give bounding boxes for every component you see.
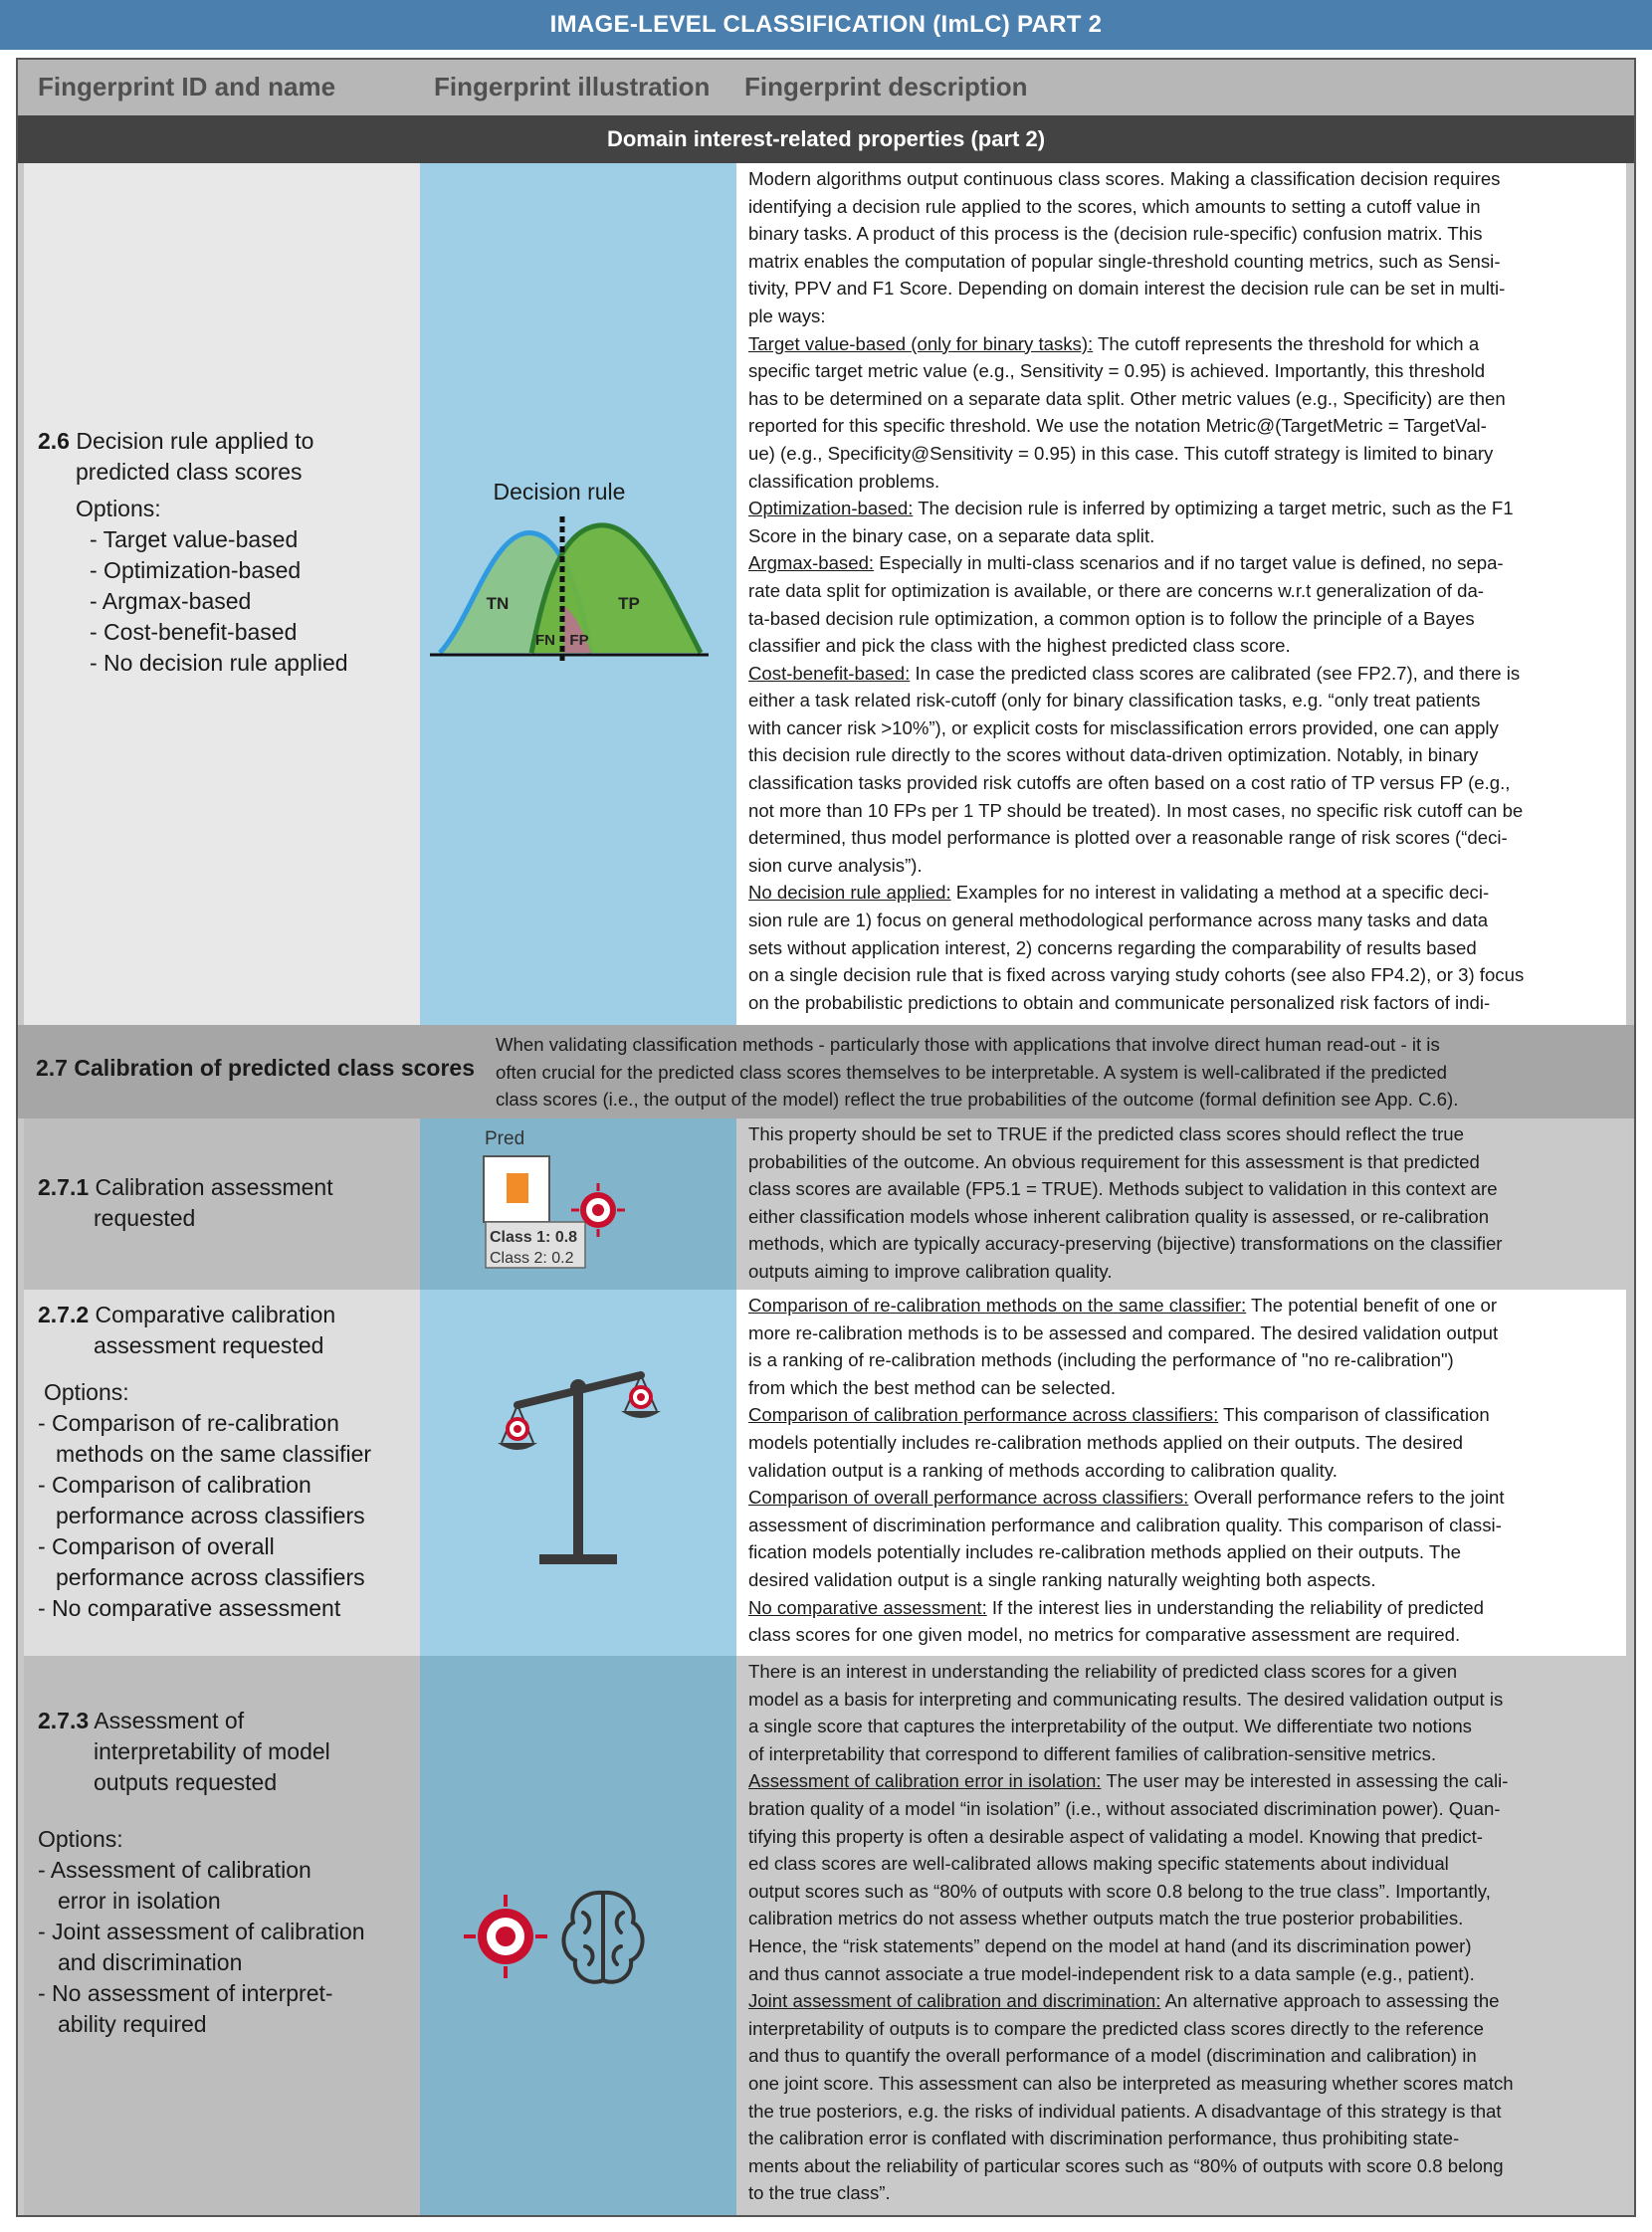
fp-2-7-2-option: - Comparison of calibration — [38, 1472, 311, 1498]
desc-line: a single score that captures the interpretability of the output. We differentiate two notions — [748, 1716, 1472, 1737]
desc-line: sion curve analysis”). — [748, 854, 923, 876]
subheading: No decision rule applied: — [748, 882, 951, 904]
desc-line: methods, which are typically accuracy-preserving (bijective) transformations on the classifier — [748, 1233, 1503, 1255]
target-icon — [464, 1895, 547, 1978]
desc-line: to the true class”. — [748, 2182, 891, 2204]
desc-line: calibration metrics do not assess whether outputs match the true posterior probabilities. — [748, 1908, 1464, 1929]
decision-rule-title: Decision rule — [493, 479, 626, 505]
desc-line: models potentially includes re-calibration methods applied on their outputs. The desired — [748, 1431, 1464, 1453]
pred-label: Pred — [485, 1128, 525, 1149]
fp-2-7-2-options-label: Options: — [44, 1379, 129, 1405]
fp-2-7-1-name-line2: requested — [94, 1205, 196, 1231]
fp-2-6-options-label: Options: — [76, 496, 161, 521]
fp-2-7-2-name-line2: assessment requested — [94, 1332, 324, 1358]
desc-line: reported for this specific threshold. We use the notation Metric@(TargetMetric = TargetVal- — [748, 415, 1487, 437]
desc-line: In case the predicted class scores are calibrated (see FP2.7), and there is — [910, 662, 1521, 684]
fp-2-6-option: - No decision rule applied — [90, 650, 348, 676]
desc-line: Especially in multi-class scenarios and if no target value is defined, no sepa- — [874, 552, 1504, 574]
desc-line: on the probabilistic predictions to obtain and communicate personalized risk factors of indi- — [748, 991, 1491, 1013]
subheading: Assessment of calibration error in isolation: — [748, 1770, 1102, 1792]
tp-label: TP — [618, 594, 640, 613]
fp-2-6-name-line2: predicted class scores — [76, 459, 303, 485]
fp-2-7-2-option-cont: performance across classifiers — [56, 1503, 365, 1528]
desc-line: There is an interest in understanding the reliability of predicted class scores for a given — [748, 1661, 1458, 1682]
subheading: Joint assessment of calibration and discrimination: — [748, 1990, 1161, 2012]
desc-line: output scores such as “80% of outputs with score 0.8 belong to the true class”. Importantly, — [748, 1880, 1491, 1902]
desc-line: ue) (e.g., Specificity@Sensitivity = 0.95) in this case. This cutoff strategy is limited to binary — [748, 442, 1494, 464]
column-header-row — [18, 60, 1634, 115]
desc-line: class scores are available (FP5.1 = TRUE). Methods subject to validation in this context are — [748, 1178, 1498, 1200]
fp-2-6-name-cell — [24, 163, 420, 1025]
desc-line: tifying this property is often a desirable aspect of validating a model. Knowing that predict- — [748, 1825, 1483, 1847]
fp-2-7-2-option-cont: performance across classifiers — [56, 1564, 365, 1590]
fp-2-7-description — [496, 1031, 1458, 1114]
desc-line: class scores (i.e., the output of the model) reflect the true probabilities of the outcome (formal definition see App. C.6). — [496, 1089, 1459, 1111]
column-header-illustration: Fingerprint illustration — [434, 72, 711, 101]
fp-2-7-2-id: 2.7.2 — [38, 1302, 90, 1327]
column-header-description: Fingerprint description — [744, 72, 1028, 101]
fp-2-7-2-option: - Comparison of overall — [38, 1533, 275, 1559]
desc-line: is a ranking of re-calibration methods (including the performance of "no re-calibration") — [748, 1349, 1454, 1371]
fp-2-7-2-description — [736, 1290, 1626, 1649]
fingerprint-table — [16, 58, 1636, 2217]
fp-2-6-description-cell — [736, 163, 1626, 1025]
pred-sample-mark — [507, 1173, 528, 1203]
desc-line: Modern algorithms output continuous class scores. Making a classification decision requires — [748, 168, 1501, 189]
brain-icon — [563, 1893, 642, 1982]
desc-line: Score in the binary case, on a separate data split. — [748, 524, 1155, 546]
fp-2-7-3-option: - No assessment of interpret- — [38, 1980, 333, 2006]
balance-scale-icon — [420, 1290, 736, 1656]
fp-row-2-6 — [18, 163, 1634, 1025]
fp-2-6-option: - Optimization-based — [90, 557, 302, 583]
desc-line: sets without application interest, 2) concerns regarding the comparability of results based — [748, 936, 1477, 958]
fp-2-7-3-illustration-cell — [420, 1656, 736, 2215]
fp-2-6-option: - Argmax-based — [90, 588, 252, 614]
desc-line: more re-calibration methods is to be assessed and compared. The desired validation output — [748, 1321, 1499, 1343]
desc-line: assessment of discrimination performance and calibration quality. This comparison of classi- — [748, 1514, 1502, 1535]
tp-curve-fill — [531, 525, 701, 653]
page-title: IMAGE-LEVEL CLASSIFICATION (ImLC) PART 2 — [0, 0, 1652, 50]
desc-line: matrix enables the computation of popular single-threshold counting metrics, such as Sensi- — [748, 250, 1501, 272]
fp-2-7-2-option: - Comparison of re-calibration — [38, 1410, 339, 1436]
desc-line: When validating classification methods - particularly those with applications that involve direct human read-out - it is — [496, 1034, 1440, 1055]
desc-line: tivity, PPV and F1 Score. Depending on domain interest the decision rule can be set in multi- — [748, 278, 1506, 300]
fn-label: FN — [535, 632, 555, 649]
fp-2-7-3-options-label: Options: — [38, 1826, 123, 1852]
desc-line: identifying a decision rule applied to the scores, which amounts to setting a cutoff value in — [748, 195, 1481, 217]
subheading: Argmax-based: — [748, 552, 875, 574]
fp-2-7-3-option: - Assessment of calibration — [38, 1857, 311, 1883]
subheading: No comparative assessment: — [748, 1596, 987, 1618]
fp-2-7-1-description-cell — [736, 1118, 1626, 1290]
fp-2-7-2-option: - No comparative assessment — [38, 1595, 341, 1621]
desc-line: the calibration error is conflated with discrimination performance, thus prohibiting state- — [748, 2128, 1460, 2149]
desc-line: ed class scores are well-calibrated allows making specific statements about individual — [748, 1853, 1449, 1875]
desc-line: one joint score. This assessment can also be interpreted as measuring whether scores match — [748, 2072, 1514, 2094]
desc-line: validation output is a ranking of methods according to calibration quality. — [748, 1459, 1338, 1481]
fp-2-7-1-id: 2.7.1 — [38, 1174, 90, 1200]
fp-label: FP — [569, 632, 589, 649]
fp-row-2-7 — [18, 1025, 1634, 1118]
desc-line: the true posteriors, e.g. the risks of individual patients. A disadvantage of this strategy is that — [748, 2100, 1502, 2122]
fp-row-2-7-1 — [18, 1118, 1634, 1290]
desc-line: The cutoff represents the threshold for which a — [1093, 332, 1480, 354]
desc-line: has to be determined on a separate data split. Other metric values (e.g., Specificity) are then — [748, 387, 1506, 409]
desc-line: ple ways: — [748, 304, 826, 326]
desc-line: ta-based decision rule optimization, a common option is to follow the principle of a Bayes — [748, 607, 1475, 629]
calibration-assessment-illustration — [420, 1118, 736, 1290]
fp-2-7-1-illustration-cell — [420, 1118, 736, 1290]
desc-line: rate data split for optimization is available, or there are concerns w.r.t generalization of da- — [748, 579, 1484, 601]
fp-2-7-2-illustration-cell — [420, 1290, 736, 1656]
desc-line: If the interest lies in understanding the reliability of predicted — [986, 1596, 1484, 1618]
desc-line: fication models potentially includes re-calibration methods applied on their outputs. The — [748, 1541, 1461, 1563]
desc-line: this decision rule directly to the scores without data-driven optimization. Notably, in binary — [748, 744, 1479, 766]
fp-2-7-2-description-cell — [736, 1290, 1626, 1656]
fp-2-7-2-name-line1: Comparative calibration — [95, 1302, 336, 1327]
fp-2-7-1-description — [736, 1118, 1626, 1286]
desc-line: either a task related risk-cutoff (only for binary classification tasks, e.g. “only treat patients — [748, 690, 1481, 711]
desc-line: specific target metric value (e.g., Sensitivity = 0.95) is achieved. Importantly, this threshold — [748, 360, 1486, 382]
subheading: Comparison of re-calibration methods on the same classifier: — [748, 1295, 1247, 1316]
desc-line: either classification models whose inherent calibration quality is assessed, or re-calibration — [748, 1205, 1490, 1227]
fp-2-7-1-name-line1: Calibration assessment — [95, 1174, 333, 1200]
subheading: Target value-based (only for binary tasks): — [748, 332, 1094, 354]
fp-row-2-7-3 — [18, 1656, 1634, 2215]
desc-line: and thus cannot associate a true model-independent risk to a data sample (e.g., patient). — [748, 1962, 1475, 1984]
desc-line: outputs aiming to improve calibration quality. — [748, 1260, 1113, 1282]
desc-line: determined, thus model performance is plotted over a reasonable range of risk scores (“deci- — [748, 827, 1508, 849]
subheading: Comparison of calibration performance across classifiers: — [748, 1404, 1219, 1426]
desc-line: not more than 10 FPs per 1 TP should be treated). In most cases, no specific risk cutoff can be — [748, 799, 1524, 821]
fp-2-7-2-option-cont: methods on the same classifier — [56, 1441, 372, 1467]
desc-line: model as a basis for interpreting and communicating results. The desired validation output is — [748, 1688, 1504, 1710]
class1-score: Class 1: 0.8 — [490, 1229, 578, 1246]
desc-line: classification problems. — [748, 470, 940, 492]
fp-2-7-3-name-line2: interpretability of model — [94, 1738, 330, 1764]
class2-score: Class 2: 0.2 — [490, 1250, 574, 1267]
fp-2-6-option: - Target value-based — [90, 526, 299, 552]
fp-2-6-option: - Cost-benefit-based — [90, 619, 298, 645]
desc-line: This property should be set to TRUE if the predicted class scores should reflect the true — [748, 1123, 1464, 1144]
desc-line: The decision rule is inferred by optimizing a target metric, such as the F1 — [913, 498, 1514, 519]
desc-line: Examples for no interest in validating a method at a specific deci- — [950, 882, 1490, 904]
desc-line: The user may be interested in assessing the cali- — [1101, 1770, 1509, 1792]
fp-2-6-id: 2.6 — [38, 428, 70, 454]
desc-line: classification tasks provided risk cutoffs are often based on a cost ratio of TP versus FP (e.g., — [748, 772, 1511, 794]
desc-line: and thus to quantify the overall performance of a model (discrimination and calibration) in — [748, 2045, 1477, 2067]
desc-line: interpretability of outputs is to compare the predicted class scores directly to the reference — [748, 2017, 1484, 2039]
fp-2-7-label: 2.7 Calibration of predicted class scores — [36, 1055, 475, 1081]
fp-2-7-3-option-cont: error in isolation — [58, 1888, 221, 1914]
desc-line: An alternative approach to assessing the — [1160, 1990, 1500, 2012]
section-header: Domain interest-related properties (part 2) — [18, 115, 1634, 163]
fp-2-7-3-name-line3: outputs requested — [94, 1769, 278, 1795]
tn-label: TN — [486, 594, 510, 613]
desc-line: often crucial for the predicted class scores themselves to be interpretable. A system is well-calibrated if the predicted — [496, 1061, 1447, 1083]
desc-line: sion rule are 1) focus on general methodological performance across many tasks and data — [748, 910, 1489, 931]
desc-line: Overall performance refers to the joint — [1188, 1487, 1505, 1509]
fp-2-7-1-name-cell — [24, 1118, 420, 1290]
desc-line: The potential benefit of one or — [1246, 1295, 1498, 1316]
desc-line: on a single decision rule that is fixed across varying study cohorts (see also FP4.2), or 3) focus — [748, 964, 1525, 986]
fp-2-6-name-line1: Decision rule applied to — [76, 428, 314, 454]
desc-line: This comparison of classification — [1218, 1404, 1490, 1426]
target-icon-right — [629, 1385, 653, 1409]
fp-2-6-illustration-cell — [420, 163, 736, 1025]
target-and-brain-illustration — [420, 1656, 736, 2215]
column-header-id: Fingerprint ID and name — [38, 72, 336, 101]
desc-line: binary tasks. A product of this process is the (decision rule-specific) confusion matrix. This — [748, 223, 1483, 245]
desc-line: probabilities of the outcome. An obvious requirement for this assessment is that predicted — [748, 1150, 1480, 1172]
fp-2-7-3-option-cont: and discrimination — [58, 1949, 243, 1975]
desc-line: from which the best method can be selected. — [748, 1376, 1116, 1398]
desc-line: classifier and pick the class with the highest predicted class score. — [748, 635, 1291, 657]
subheading: Optimization-based: — [748, 498, 914, 519]
fp-2-7-3-id: 2.7.3 — [38, 1708, 90, 1733]
desc-line: bration quality of a model “in isolation” (i.e., without associated discrimination power). Quan- — [748, 1797, 1501, 1819]
desc-line: with cancer risk >10%”), or explicit costs for misclassification errors provided, one can apply — [748, 716, 1499, 738]
target-icon-left — [506, 1417, 529, 1441]
desc-line: desired validation output is a single ranking naturally weighting both aspects. — [748, 1568, 1376, 1590]
fp-2-6-description — [736, 163, 1626, 1016]
fp-2-7-3-name-cell — [24, 1656, 420, 2215]
subheading: Cost-benefit-based: — [748, 662, 911, 684]
desc-line: class scores for one given model, no metrics for comparative assessment are required. — [748, 1624, 1461, 1646]
desc-line: of interpretability that correspond to different families of calibration-sensitive metrics. — [748, 1742, 1437, 1764]
fp-2-7-3-description-cell — [736, 1656, 1626, 2215]
fp-2-7-2-name-cell — [24, 1290, 420, 1656]
desc-line: ments about the reliability of particular scores such as “80% of outputs with score 0.8 belong — [748, 2154, 1504, 2176]
fp-2-7-3-description — [736, 1656, 1626, 2207]
fp-row-2-7-2 — [18, 1290, 1634, 1656]
fp-2-7-3-option-cont: ability required — [58, 2011, 207, 2037]
fp-2-7-3-option: - Joint assessment of calibration — [38, 1919, 365, 1944]
fp-2-7-3-name-line1: Assessment of — [94, 1708, 245, 1733]
subheading: Comparison of overall performance across classifiers: — [748, 1487, 1189, 1509]
decision-rule-illustration — [420, 163, 736, 1025]
desc-line: Hence, the “risk statements” depend on the model at hand (and its discrimination power) — [748, 1934, 1472, 1956]
